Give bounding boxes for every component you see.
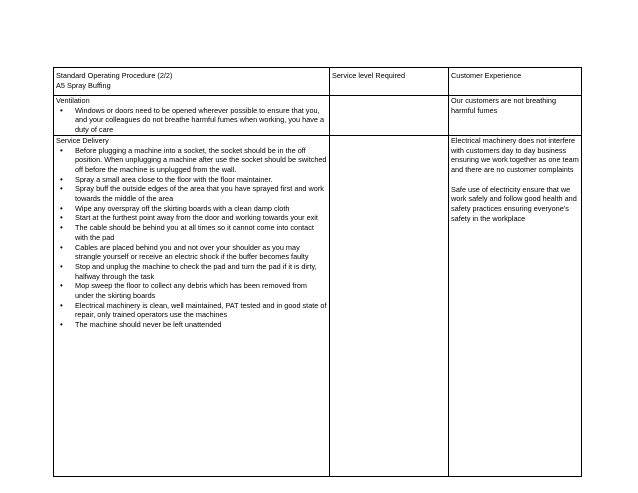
- customer-experience-paragraph-2: Safe use of electricity ensure that we work safely and follow good health and safety practices ensuring everyone’s safety in the workplace: [451, 184, 577, 223]
- ventilation-list: [56, 106, 327, 135]
- list-item: • Start at the furthest point away from the door and working towards your exit: [56, 213, 327, 223]
- service-delivery-customer-experience-cell: [449, 135, 582, 476]
- paragraph-gap: [451, 175, 579, 185]
- service-level-header: [330, 68, 449, 96]
- service-delivery-cell: [54, 135, 330, 476]
- list-item: • Spray buff the outside edges of the area that you have sprayed first and work towards the middle of the area: [56, 184, 327, 203]
- ventilation-service-level-cell: [330, 96, 449, 136]
- ventilation-row: [54, 96, 582, 136]
- procedure-title: Standard Operating Procedure (2/2): [56, 71, 173, 80]
- procedure-subtitle: A5 Spray Buffing: [56, 80, 111, 90]
- ventilation-customer-experience-cell: [449, 96, 582, 136]
- list-item: • Windows or doors need to be opened wherever possible to ensure that you, and your colleagues do not breathe harmful fumes when working, you have a duty of care: [56, 106, 327, 135]
- header-row: [54, 68, 582, 96]
- procedure-title-cell: [54, 68, 330, 96]
- service-delivery-row: [54, 135, 582, 476]
- customer-experience-header: [449, 68, 582, 96]
- service-level-label: Service level Required: [332, 71, 406, 80]
- ventilation-customer-experience: Our customers are not breathing harmful fumes: [451, 96, 557, 115]
- service-delivery-heading: Service Delivery: [56, 135, 109, 145]
- service-delivery-service-level-cell: [330, 135, 449, 476]
- list-item: • Stop and unplug the machine to check the pad and turn the pad if it is dirty, halfway through the task: [56, 262, 327, 281]
- list-item: • The machine should never be left unattended: [56, 320, 327, 330]
- list-item: • Before plugging a machine into a socket, the socket should be in the off position. When unplugging a machine after use the socket should be switched off before the machine is unplugged from the wall.: [56, 146, 327, 175]
- customer-experience-paragraph-1: Electrical machinery does not interfere with customers day to day business ensuring we work together as one team and there are no customer complaints: [451, 135, 579, 174]
- ventilation-heading: Ventilation: [56, 96, 90, 105]
- list-item: • Mop sweep the floor to collect any debris which has been removed from under the skirting boards: [56, 281, 327, 300]
- list-item: • Cables are placed behind you and not over your shoulder as you may strangle yourself or receive an electric shock if the buffer becomes faulty: [56, 243, 327, 262]
- list-item: • Electrical machinery is clean, well maintained, PAT tested and in good state of repair, only trained operators use the machines: [56, 301, 327, 320]
- customer-experience-label: Customer Experience: [451, 71, 522, 80]
- service-delivery-list: [56, 146, 327, 330]
- ventilation-cell: [54, 96, 330, 136]
- list-item: • Spray a small area close to the floor with the floor maintainer.: [56, 175, 327, 185]
- list-item: • Wipe any overspray off the skirting boards with a clean damp cloth: [56, 204, 327, 214]
- list-item: • The cable should be behind you at all times so it cannot come into contact with the pad: [56, 223, 327, 242]
- sop-table: [53, 67, 582, 477]
